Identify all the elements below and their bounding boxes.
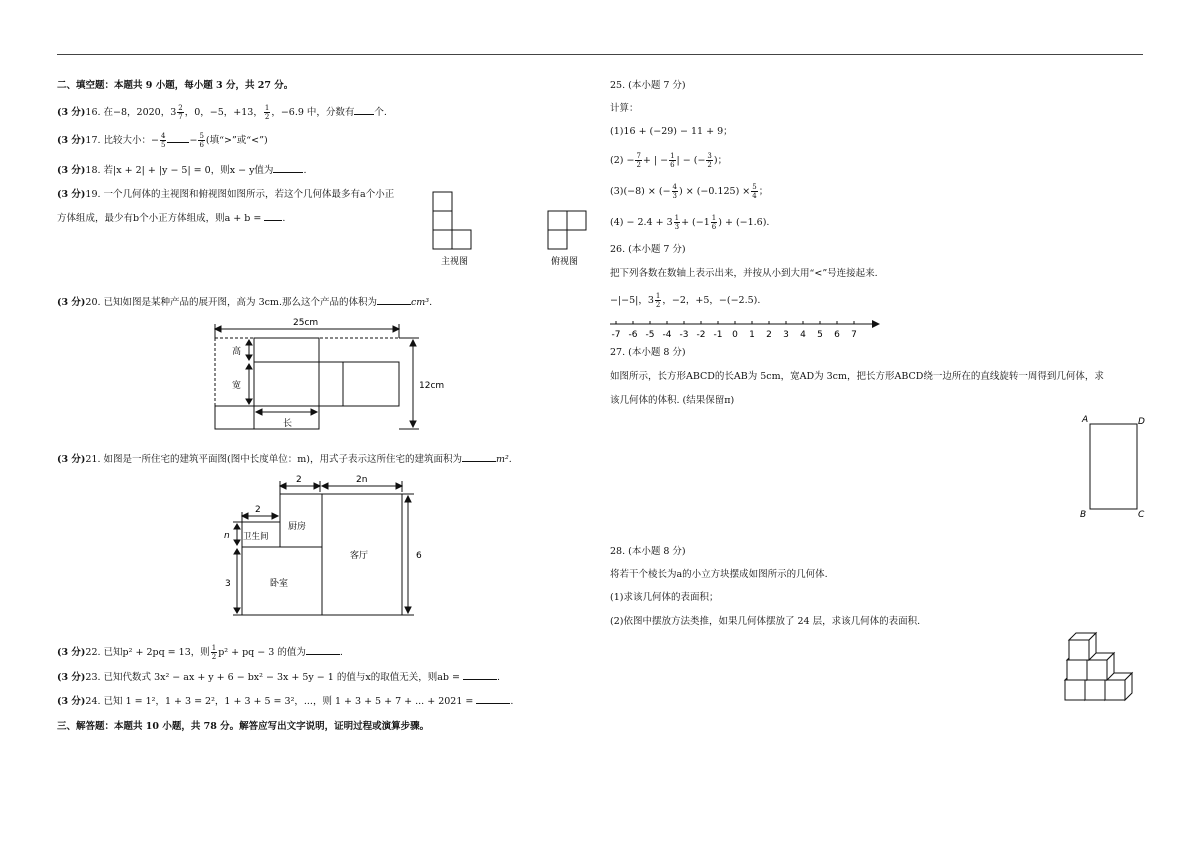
question-24: (3 分)24. 已知 1 = 1²，1 + 3 = 2²，1 + 3 + 5 = 3²，...，则 1 + 3 + 5 + 7 + ... + 2021 = . <box>57 696 514 707</box>
dim-kitchen-width: 2 <box>296 475 302 485</box>
number-line-tick-label: -5 <box>645 330 655 340</box>
fraction: $\frac{1}{2}$ <box>211 644 217 661</box>
q26-numbers: −|−5|，3 $\frac{1}{2}$ ，−2，+5，−(−2.5). <box>610 292 761 309</box>
number-line-tick-label: 4 <box>800 330 806 340</box>
q26-head: 26. (本小题 7 分) <box>610 244 686 255</box>
points-tag: (3 分) <box>57 107 86 118</box>
unit-cube <box>1069 633 1096 660</box>
answer-blank[interactable] <box>306 654 340 655</box>
dim-bath-width: 2 <box>255 505 261 515</box>
q28-head: 28. (本小题 8 分) <box>610 546 686 557</box>
q25-intro: 计算： <box>610 103 639 114</box>
top-view <box>548 211 586 249</box>
dim-width: 25cm <box>293 318 319 328</box>
q25-part2: (2) − $\frac{7}{2}$ + | − $\frac{1}{6}$ | − (− $\frac{3}{2}$ )； <box>610 152 728 169</box>
number-line-tick-label: -3 <box>679 330 689 340</box>
fraction: $\frac{1}{2}$ <box>264 104 270 121</box>
q27-line1: 如图所示，长方形ABCD的长AB为 5cm，宽AD为 3cm，把长方形ABCD绕一边所在的直线旋转一周得到几何体，求 <box>610 371 1104 382</box>
q26-line1: 把下列各数在数轴上表示出来，并按从小到大用“<”号连接起来. <box>610 268 878 279</box>
q28-part2: (2)依图中摆放方法类推，如果几何体摆放了 24 层，求该几何体的表面积. <box>610 616 921 627</box>
fraction: $\frac{2}{7}$ <box>178 104 183 121</box>
q25-part3: (3)(−8) × (− $\frac{4}{3}$ ) × (−0.125) × $\frac{5}{4}$ ； <box>610 183 769 200</box>
q28-part1: (1)求该几何体的表面积； <box>610 592 719 603</box>
front-view-label: 主视图 <box>441 257 469 267</box>
q27-line2: 该几何体的体积. (结果保留π) <box>610 395 735 406</box>
label-width: 宽 <box>232 381 242 391</box>
label-height: 高 <box>232 347 242 357</box>
question-19: (3 分)19. 一个几何体的主视图和俯视图如图所示，若这个几何体最多有a个小正 <box>57 189 395 200</box>
question-22: (3 分)22. 已知p² + 2pq = 13，则 $\frac{1}{2}$ p² + pq − 3 的值为 . <box>57 644 343 661</box>
question-18: (3 分)18. 若|x + 2| + |y − 5| = 0，则x − y值为 . <box>57 165 307 176</box>
dim-bath-height: n <box>224 531 230 541</box>
fraction: $\frac{4}{5}$ <box>161 132 166 149</box>
question-21: (3 分)21. 如图是一所住宅的建筑平面图(图中长度单位：m)，用式子表示这所住宅的建筑面积为 m². <box>57 454 512 465</box>
rectangle-abcd-figure <box>1080 410 1146 520</box>
answer-blank[interactable] <box>377 304 411 305</box>
q27-head: 27. (本小题 8 分) <box>610 347 686 358</box>
q19-views-figure <box>427 186 607 276</box>
vertex-a: A <box>1082 415 1089 425</box>
number-line-tick-label: 5 <box>817 330 823 340</box>
number-line-tick-label: -6 <box>628 330 638 340</box>
dim-living-width: 2n <box>356 475 368 485</box>
question-20: (3 分)20. 已知如图是某种产品的展开图，高为 3cm.那么这个产品的体积为 cm³. <box>57 297 433 308</box>
number-line-tick-label: 1 <box>749 330 755 340</box>
top-rule <box>57 54 1143 55</box>
q20-net-figure <box>207 314 497 434</box>
vertex-d: D <box>1138 417 1145 427</box>
cube-stack-figure <box>1060 626 1152 706</box>
front-view <box>433 192 471 249</box>
number-line-tick-label: 3 <box>783 330 789 340</box>
fraction: $\frac{5}{6}$ <box>199 132 204 149</box>
question-23: (3 分)23. 已知代数式 3x² − ax + y + 6 − bx² − 3x + 5y − 1 的值与x的取值无关，则ab = . <box>57 672 500 683</box>
number-line-tick-label: -1 <box>713 330 723 340</box>
number-line-tick-label: -4 <box>662 330 672 340</box>
question-19-line2: 方体组成，最少有b个小正方体组成，则a + b = . <box>57 213 286 224</box>
room-kitchen: 厨房 <box>288 522 307 532</box>
number-line-tick-label: 7 <box>851 330 857 340</box>
answer-blank[interactable] <box>354 114 374 115</box>
answer-blank[interactable] <box>273 172 303 173</box>
number-line-tick-label: -7 <box>611 330 621 340</box>
number-line-tick-label: 0 <box>732 330 738 340</box>
room-bath: 卫生间 <box>243 532 269 542</box>
vertex-b: B <box>1080 510 1087 520</box>
q25-part4: (4) − 2.4 + 3 $\frac{1}{3}$ + (−1 $\frac{1}{6}$ ) + (−1.6). <box>610 214 770 231</box>
number-line[interactable] <box>610 318 890 342</box>
answer-blank[interactable] <box>167 142 189 143</box>
answer-blank[interactable] <box>476 703 510 704</box>
answer-blank[interactable] <box>462 461 496 462</box>
question-16: (3 分)16. 在−8，2020，3 $\frac{2}{7}$ ，0，−5，+13， $\frac{1}{2}$ ，−6.9 中，分数有 个. <box>57 104 387 121</box>
dim-total-height: 6 <box>416 551 422 561</box>
number-line-tick-label: -2 <box>696 330 706 340</box>
dim-bed-height: 3 <box>225 579 231 589</box>
room-bed: 卧室 <box>270 579 289 589</box>
number-line-tick-label: 2 <box>766 330 772 340</box>
dim-height: 12cm <box>419 381 445 391</box>
q25-part1: (1)16 + (−29) − 11 + 9； <box>610 126 733 137</box>
question-17: (3 分)17. 比较大小：− $\frac{4}{5}$ − $\frac{5}{6}$ (填“>”或“<”) <box>57 132 268 149</box>
room-living: 客厅 <box>350 551 369 561</box>
answer-blank[interactable] <box>264 220 282 221</box>
answer-blank[interactable] <box>463 679 497 680</box>
number-line-tick-label: 6 <box>834 330 840 340</box>
label-length: 长 <box>283 419 293 429</box>
section3-header: 三、解答题：本题共 10 小题，共 78 分。解答应写出文字说明，证明过程或演算步骤。 <box>57 721 430 732</box>
top-view-label: 俯视图 <box>551 257 579 267</box>
q28-line1: 将若干个棱长为a的小立方块摆成如图所示的几何体. <box>610 569 828 580</box>
q25-head: 25. (本小题 7 分) <box>610 80 686 91</box>
vertex-c: C <box>1138 510 1145 520</box>
q21-floorplan-figure <box>222 472 432 622</box>
section2-header: 二、填空题：本题共 9 小题，每小题 3 分，共 27 分。 <box>57 80 294 91</box>
